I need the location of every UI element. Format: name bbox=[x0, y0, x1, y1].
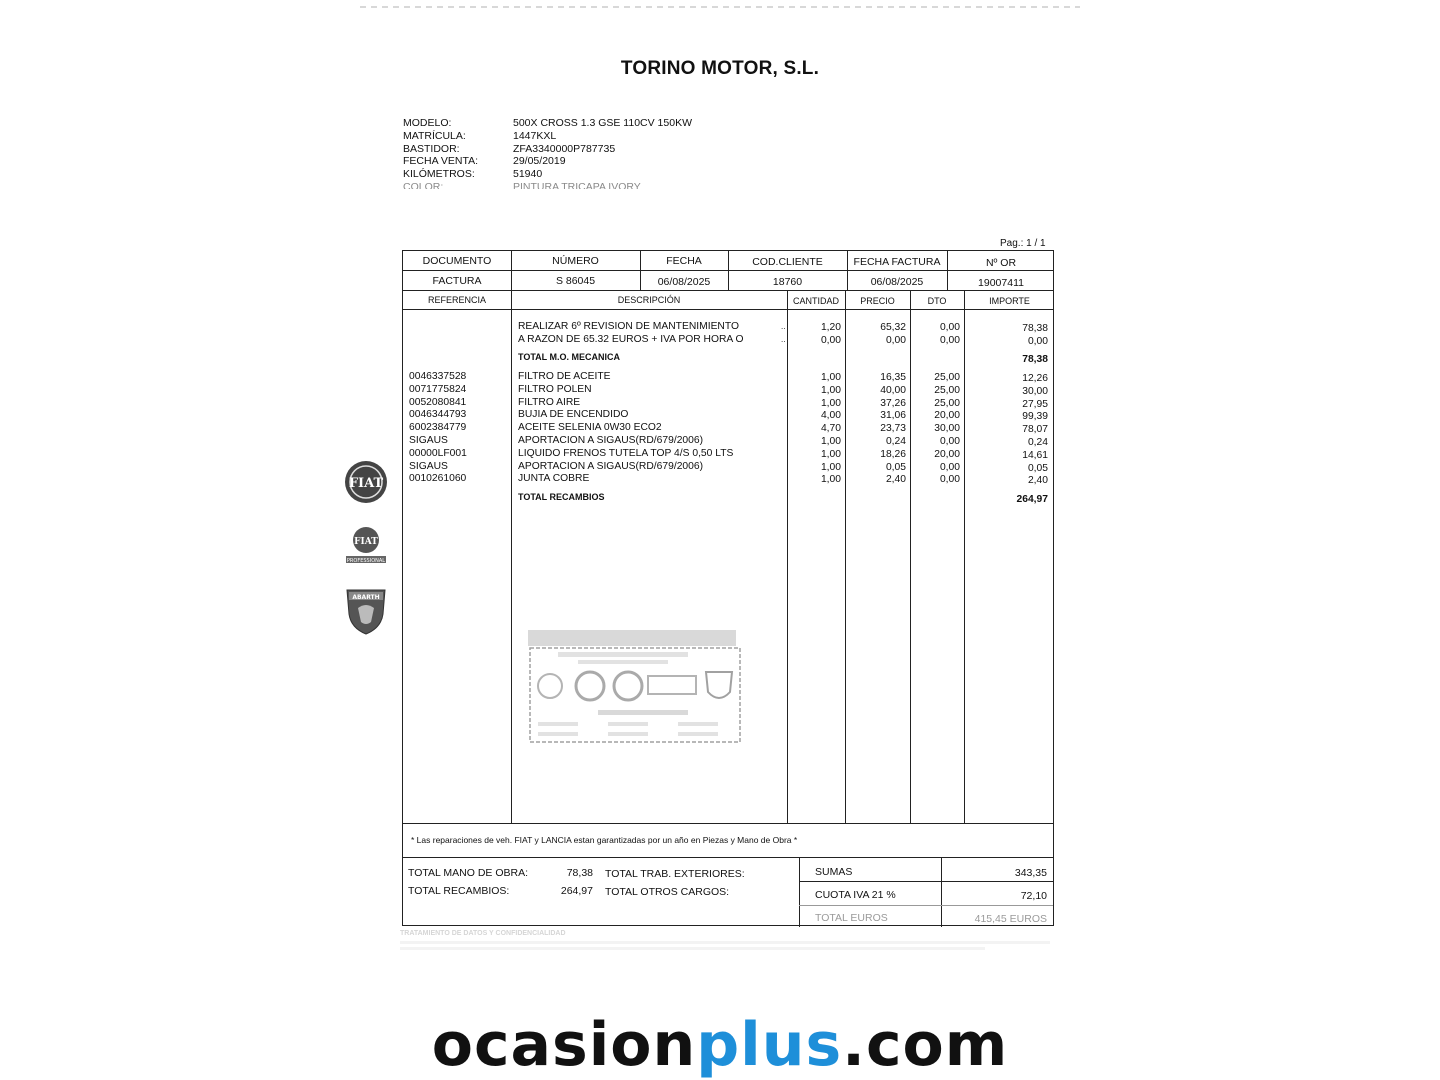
list-item: 1,20 bbox=[820, 322, 841, 333]
total-parts-label: TOTAL RECAMBIOS: bbox=[408, 885, 510, 897]
labour-amount bbox=[966, 323, 1048, 349]
list-item: 0,00 bbox=[885, 334, 906, 346]
parts-total-value: 264,97 bbox=[1016, 494, 1048, 505]
table-row: 18,26 bbox=[880, 448, 906, 460]
labour-dots: .. .. bbox=[781, 322, 786, 344]
vehicle-row bbox=[403, 117, 692, 130]
labour-total-value: 78,38 bbox=[1022, 354, 1048, 365]
vehicle-label: MATRÍCULA: bbox=[403, 129, 466, 142]
table-row: 0,05 bbox=[1027, 462, 1048, 474]
brand-part-ocasion: ocasion bbox=[431, 1010, 697, 1080]
list-item: 0,00 bbox=[1027, 335, 1048, 347]
table-row: APORTACION A SIGAUS(RD/679/2006) bbox=[518, 460, 704, 472]
list-item: 0,00 bbox=[939, 334, 960, 346]
scan-artifact bbox=[360, 6, 1080, 8]
parts-total-label: TOTAL RECAMBIOS bbox=[518, 492, 605, 502]
vehicle-label: BASTIDOR: bbox=[403, 142, 460, 155]
vehicle-value: 29/05/2019 bbox=[513, 155, 566, 168]
vehicle-value: 500X CROSS 1.3 GSE 110CV 150KW bbox=[513, 117, 692, 129]
labour-total-label: TOTAL M.O. MECANICA bbox=[518, 352, 620, 362]
table-row: 0052080841 bbox=[409, 396, 467, 408]
grand-total-value: 415,45 EUROS bbox=[974, 913, 1047, 925]
vehicle-row bbox=[403, 168, 692, 181]
table-row: 23,73 bbox=[880, 423, 906, 435]
table-row: 4,00 bbox=[820, 410, 841, 422]
table-row: 1,00 bbox=[820, 435, 841, 447]
grand-total-label: TOTAL EUROS bbox=[815, 912, 888, 924]
header-value-num-or: 19007411 bbox=[978, 277, 1024, 289]
table-row: 16,35 bbox=[880, 372, 906, 383]
parts-amount bbox=[966, 373, 1048, 488]
table-row: 0,05 bbox=[885, 461, 906, 473]
fiat-professional-logo bbox=[345, 524, 387, 566]
table-row: JUNTA COBRE bbox=[518, 473, 590, 485]
header-value-cod-cliente: 18760 bbox=[772, 276, 803, 288]
table-row: 1,00 bbox=[820, 461, 841, 473]
table-row: 0,00 bbox=[939, 461, 960, 473]
header-label-fecha: FECHA bbox=[666, 255, 702, 267]
list-item: 0,00 bbox=[939, 322, 960, 333]
vehicle-row bbox=[403, 143, 692, 156]
table-row: 25,00 bbox=[934, 384, 960, 396]
warranty-note: * Las reparaciones de veh. FIAT y LANCIA estan garantizadas por un año en Piezas y Mano de Obra * bbox=[411, 835, 798, 845]
table-row: 99,39 bbox=[1022, 411, 1048, 423]
table-row: FILTRO DE ACEITE bbox=[518, 371, 611, 382]
list-item: REALIZAR 6º REVISION DE MANTENIMIENTO bbox=[518, 321, 739, 332]
table-row: 00000LF001 bbox=[409, 447, 467, 459]
list-item: 65,32 bbox=[880, 322, 906, 333]
header-label-fecha-factura: FECHA FACTURA bbox=[853, 256, 941, 268]
sums-label: SUMAS bbox=[815, 866, 853, 878]
table-row: 2,40 bbox=[885, 474, 906, 486]
table-row: 12,26 bbox=[1022, 373, 1048, 384]
table-row: FILTRO POLEN bbox=[518, 383, 592, 395]
table-row: 0,00 bbox=[939, 474, 960, 486]
table-row: 20,00 bbox=[934, 448, 960, 460]
column-precio: PRECIO bbox=[860, 296, 895, 306]
vehicle-label: KILÓMETROS: bbox=[403, 168, 475, 181]
table-row: 2,40 bbox=[1027, 475, 1048, 487]
column-importe: IMPORTE bbox=[989, 296, 1030, 306]
total-labour-value: 78,38 bbox=[566, 867, 593, 879]
footer-faint-text bbox=[400, 930, 1050, 956]
brand-part-plus: plus bbox=[696, 1010, 843, 1080]
table-row: APORTACION A SIGAUS(RD/679/2006) bbox=[518, 434, 704, 446]
table-row: 0071775824 bbox=[409, 383, 467, 395]
table-row: 0,24 bbox=[1027, 436, 1048, 448]
table-row: 0,00 bbox=[939, 435, 960, 447]
list-item: A RAZON DE 65.32 EUROS + IVA POR HORA O bbox=[518, 333, 744, 345]
table-row: FILTRO AIRE bbox=[518, 396, 581, 408]
vehicle-label: MODELO: bbox=[403, 117, 452, 129]
labour-price bbox=[847, 322, 906, 348]
table-row: 20,00 bbox=[934, 410, 960, 422]
vehicle-row bbox=[403, 155, 692, 168]
table-row: SIGAUS bbox=[409, 434, 448, 446]
vehicle-label: FECHA VENTA: bbox=[403, 155, 479, 168]
table-row: 31,06 bbox=[880, 410, 906, 422]
table-row: 25,00 bbox=[934, 372, 960, 383]
table-row: LIQUIDO FRENOS TUTELA TOP 4/S 0,50 LTS bbox=[518, 447, 734, 459]
table-row: 1,00 bbox=[820, 372, 841, 383]
header-label-num-or: Nº OR bbox=[985, 257, 1017, 269]
invoice-table bbox=[402, 250, 1054, 926]
company-name: TORINO MOTOR, S.L. bbox=[620, 58, 820, 79]
page-number: Pag.: 1 / 1 bbox=[1000, 238, 1046, 249]
brand-part-com: .com bbox=[842, 1010, 1009, 1080]
parts-descriptions bbox=[518, 371, 786, 486]
svg-text:FIAT: FIAT bbox=[348, 476, 384, 491]
list-item: 78,38 bbox=[1022, 323, 1048, 334]
list-item: 0,00 bbox=[820, 334, 841, 346]
table-row: 0046337528 bbox=[409, 371, 467, 382]
sums-value: 343,35 bbox=[1014, 867, 1047, 879]
table-row: ACEITE SELENIA 0W30 ECO2 bbox=[518, 422, 662, 434]
vat-label: CUOTA IVA 21 % bbox=[815, 889, 896, 901]
table-row: 1,00 bbox=[820, 384, 841, 396]
header-value-documento: FACTURA bbox=[432, 275, 482, 287]
table-row: 30,00 bbox=[1022, 385, 1048, 397]
vehicle-value: ZFA3340000P787735 bbox=[513, 142, 616, 155]
parts-qty bbox=[789, 372, 841, 487]
vehicle-row bbox=[403, 130, 692, 143]
column-dto: DTO bbox=[927, 296, 947, 306]
total-labour-label: TOTAL MANO DE OBRA: bbox=[408, 867, 528, 879]
vehicle-value: PINTURA TRICAPA IVORY bbox=[513, 180, 641, 189]
vehicle-label: COLOR: bbox=[403, 180, 444, 189]
table-row: 1,00 bbox=[820, 397, 841, 409]
parts-price bbox=[847, 372, 906, 487]
labour-dto bbox=[912, 322, 960, 348]
column-descripcion: DESCRIPCIÓN bbox=[617, 295, 681, 305]
vehicle-row bbox=[403, 181, 692, 189]
table-row: 40,00 bbox=[880, 384, 906, 396]
header-value-fecha-factura: 06/08/2025 bbox=[870, 276, 924, 288]
table-row: 1,00 bbox=[820, 474, 841, 486]
footer-faint-title: TRATAMIENTO DE DATOS Y CONFIDENCIALIDAD bbox=[400, 930, 566, 937]
header-value-numero: S 86045 bbox=[555, 275, 596, 287]
table-row: 1,00 bbox=[820, 448, 841, 460]
parts-references bbox=[409, 371, 509, 486]
fiat-logo bbox=[343, 458, 389, 506]
total-external-label: TOTAL TRAB. EXTERIORES: bbox=[605, 868, 745, 880]
vehicle-value: 51940 bbox=[513, 168, 543, 181]
header-label-cod-cliente: COD.CLIENTE bbox=[752, 256, 823, 268]
table-row: 0010261060 bbox=[409, 473, 467, 485]
table-row: 4,70 bbox=[820, 423, 841, 435]
total-other-label: TOTAL OTROS CARGOS: bbox=[605, 886, 730, 898]
table-row: 0,24 bbox=[885, 435, 906, 447]
brand-logo bbox=[0, 1010, 1440, 1080]
svg-text:ABARTH: ABARTH bbox=[352, 594, 380, 601]
table-row: 30,00 bbox=[934, 423, 960, 435]
table-row: BUJIA DE ENCENDIDO bbox=[518, 409, 629, 421]
labour-descriptions bbox=[518, 321, 788, 347]
abarth-logo bbox=[343, 584, 389, 636]
vat-value: 72,10 bbox=[1020, 890, 1047, 902]
header-label-numero: NÚMERO bbox=[552, 255, 599, 267]
svg-text:PROFESSIONAL: PROFESSIONAL bbox=[346, 558, 386, 564]
table-row: 78,07 bbox=[1022, 424, 1048, 436]
vehicle-value: 1447KXL bbox=[513, 129, 557, 142]
table-row: 0046344793 bbox=[409, 409, 467, 421]
company-stamp bbox=[528, 630, 742, 744]
header-label-documento: DOCUMENTO bbox=[422, 255, 492, 267]
labour-qty bbox=[789, 322, 841, 348]
column-cantidad: CANTIDAD bbox=[792, 296, 839, 306]
column-referencia: REFERENCIA bbox=[427, 295, 486, 305]
table-row: 14,61 bbox=[1022, 449, 1048, 461]
svg-text:FIAT: FIAT bbox=[354, 537, 378, 547]
table-row: 27,95 bbox=[1022, 398, 1048, 410]
table-row: 25,00 bbox=[934, 397, 960, 409]
header-value-fecha: 06/08/2025 bbox=[657, 276, 711, 288]
table-row: 6002384779 bbox=[409, 422, 467, 434]
table-row: SIGAUS bbox=[409, 460, 448, 472]
vehicle-info bbox=[403, 117, 692, 189]
table-row: 37,26 bbox=[880, 397, 906, 409]
total-parts-value: 264,97 bbox=[560, 885, 593, 897]
parts-dto bbox=[912, 372, 960, 487]
